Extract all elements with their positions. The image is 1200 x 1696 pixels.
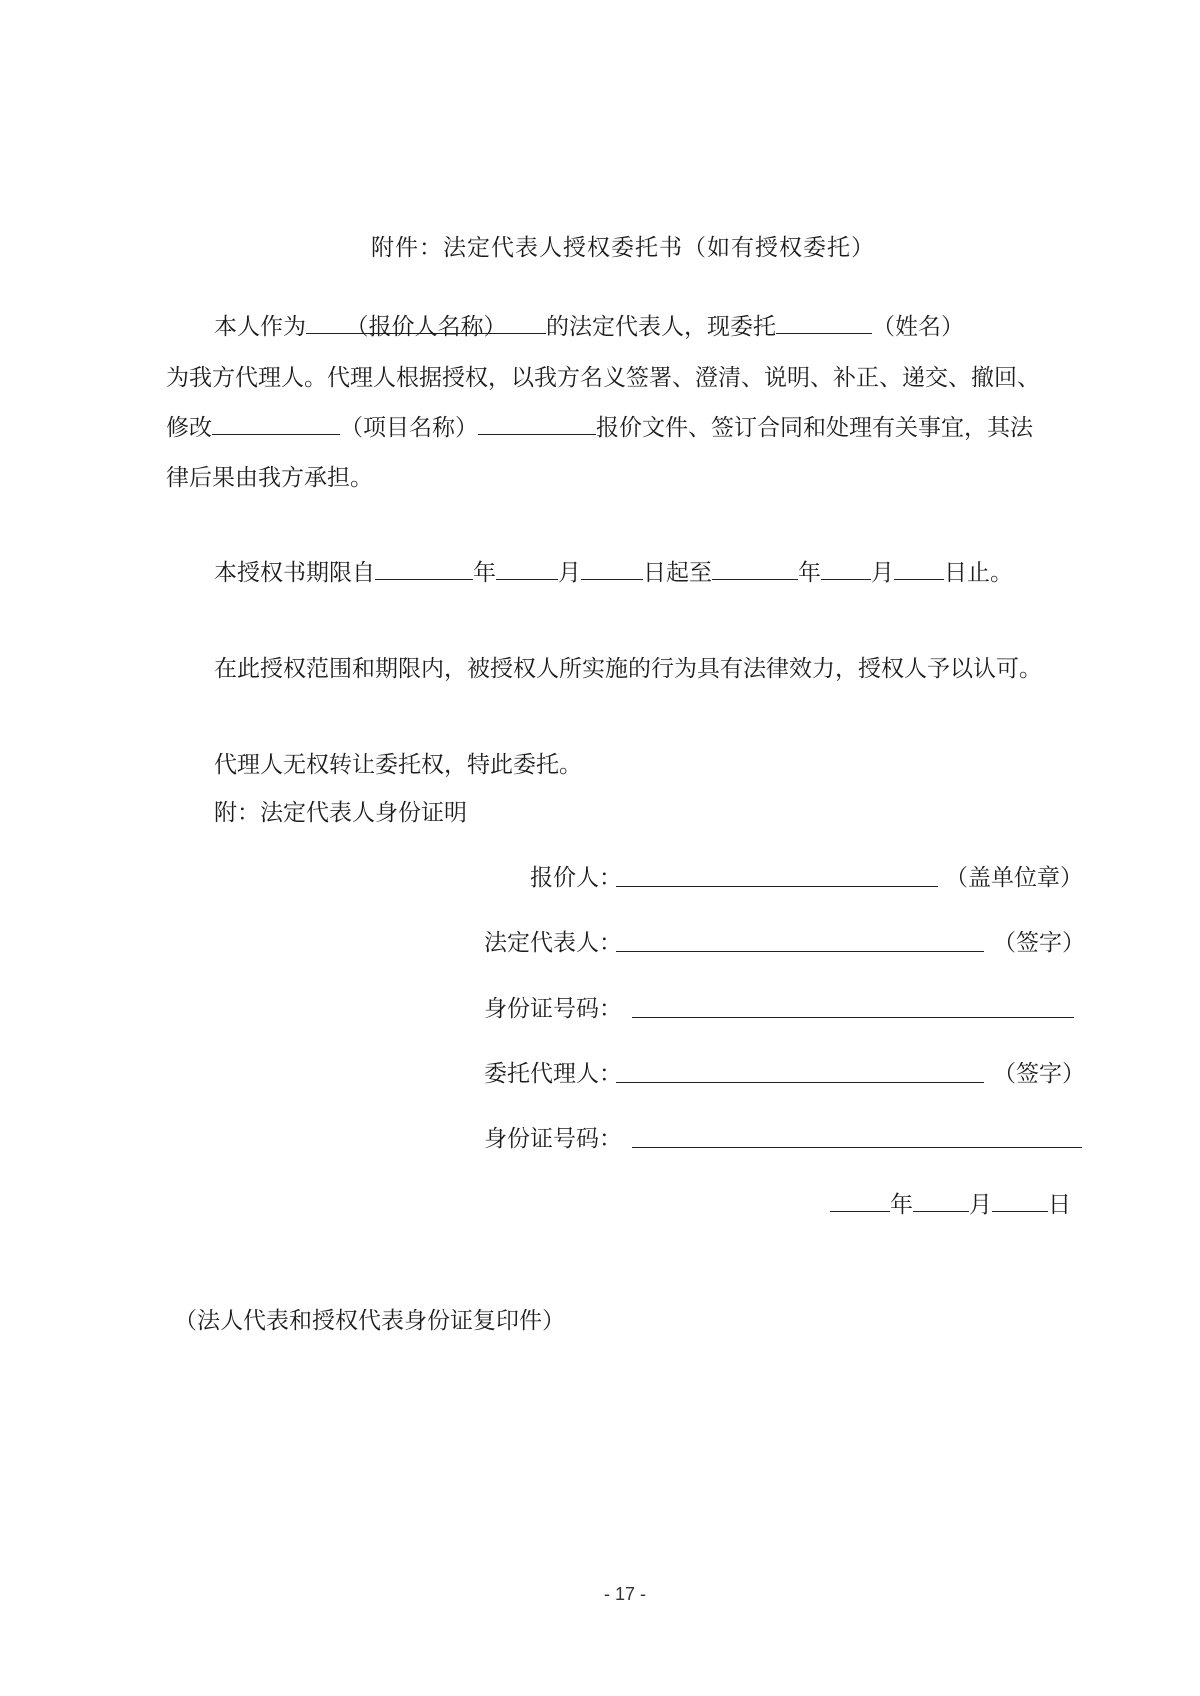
text: （姓名） bbox=[872, 314, 964, 340]
bidder-note: （盖单位章） bbox=[945, 865, 1083, 891]
date-month-blank bbox=[913, 1189, 969, 1212]
legal-rep-signature-line bbox=[616, 951, 984, 952]
attachment-note: 附：法定代表人身份证明 bbox=[214, 800, 467, 826]
project-name-blank-2 bbox=[478, 412, 596, 435]
paragraph-line-3: 修改 （项目名称） 报价文件、签订合同和处理有关事宜，其法 bbox=[166, 412, 1033, 444]
text: 本人作为 bbox=[214, 314, 306, 340]
end-month-blank bbox=[821, 557, 871, 580]
start-year-blank bbox=[375, 557, 473, 580]
bidder-name-blank: （报价人名称） bbox=[306, 311, 546, 334]
authorization-period: 本授权书期限自 年 月 日起至 年 月 日止。 bbox=[214, 557, 1013, 589]
start-day-blank bbox=[581, 557, 643, 580]
id-number-label-1: 身份证号码： bbox=[484, 996, 622, 1022]
document-title: 附件：法定代表人授权委托书（如有授权委托） bbox=[371, 235, 875, 261]
paragraph-line-2: 为我方代理人。代理人根据授权，以我方名义签署、澄清、说明、补正、递交、撤回、 bbox=[166, 365, 1040, 391]
end-year-blank bbox=[712, 557, 798, 580]
id-copies-note: （法人代表和授权代表身份证复印件） bbox=[174, 1308, 565, 1334]
text: 的法定代表人，现委托 bbox=[546, 314, 776, 340]
end-day-blank bbox=[894, 557, 944, 580]
agent-signature-line bbox=[616, 1082, 984, 1083]
validity-statement: 在此授权范围和期限内，被授权人所实施的行为具有法律效力，授权人予以认可。 bbox=[214, 656, 1042, 682]
start-month-blank bbox=[496, 557, 558, 580]
id-number-label-2: 身份证号码： bbox=[484, 1126, 622, 1152]
legal-rep-note: （签字） bbox=[993, 930, 1085, 956]
bidder-label: 报价人： bbox=[530, 865, 622, 891]
signature-date: 年 月 日 bbox=[830, 1189, 1071, 1221]
id-number-line-2 bbox=[632, 1147, 1082, 1148]
project-name-blank-1 bbox=[212, 412, 340, 435]
paragraph-line-4: 律后果由我方承担。 bbox=[166, 465, 373, 491]
legal-rep-label: 法定代表人： bbox=[484, 930, 622, 956]
page-number: - 17 - bbox=[603, 1584, 646, 1604]
agent-label: 委托代理人： bbox=[484, 1061, 622, 1087]
id-number-line-1 bbox=[632, 1017, 1074, 1018]
date-year-blank bbox=[830, 1189, 890, 1212]
agent-note: （签字） bbox=[993, 1061, 1085, 1087]
no-transfer-statement: 代理人无权转让委托权，特此委托。 bbox=[214, 752, 582, 778]
bidder-signature-line bbox=[616, 886, 938, 887]
date-day-blank bbox=[992, 1189, 1048, 1212]
paragraph-line-1 bbox=[214, 311, 964, 343]
agent-name-blank bbox=[776, 311, 872, 334]
